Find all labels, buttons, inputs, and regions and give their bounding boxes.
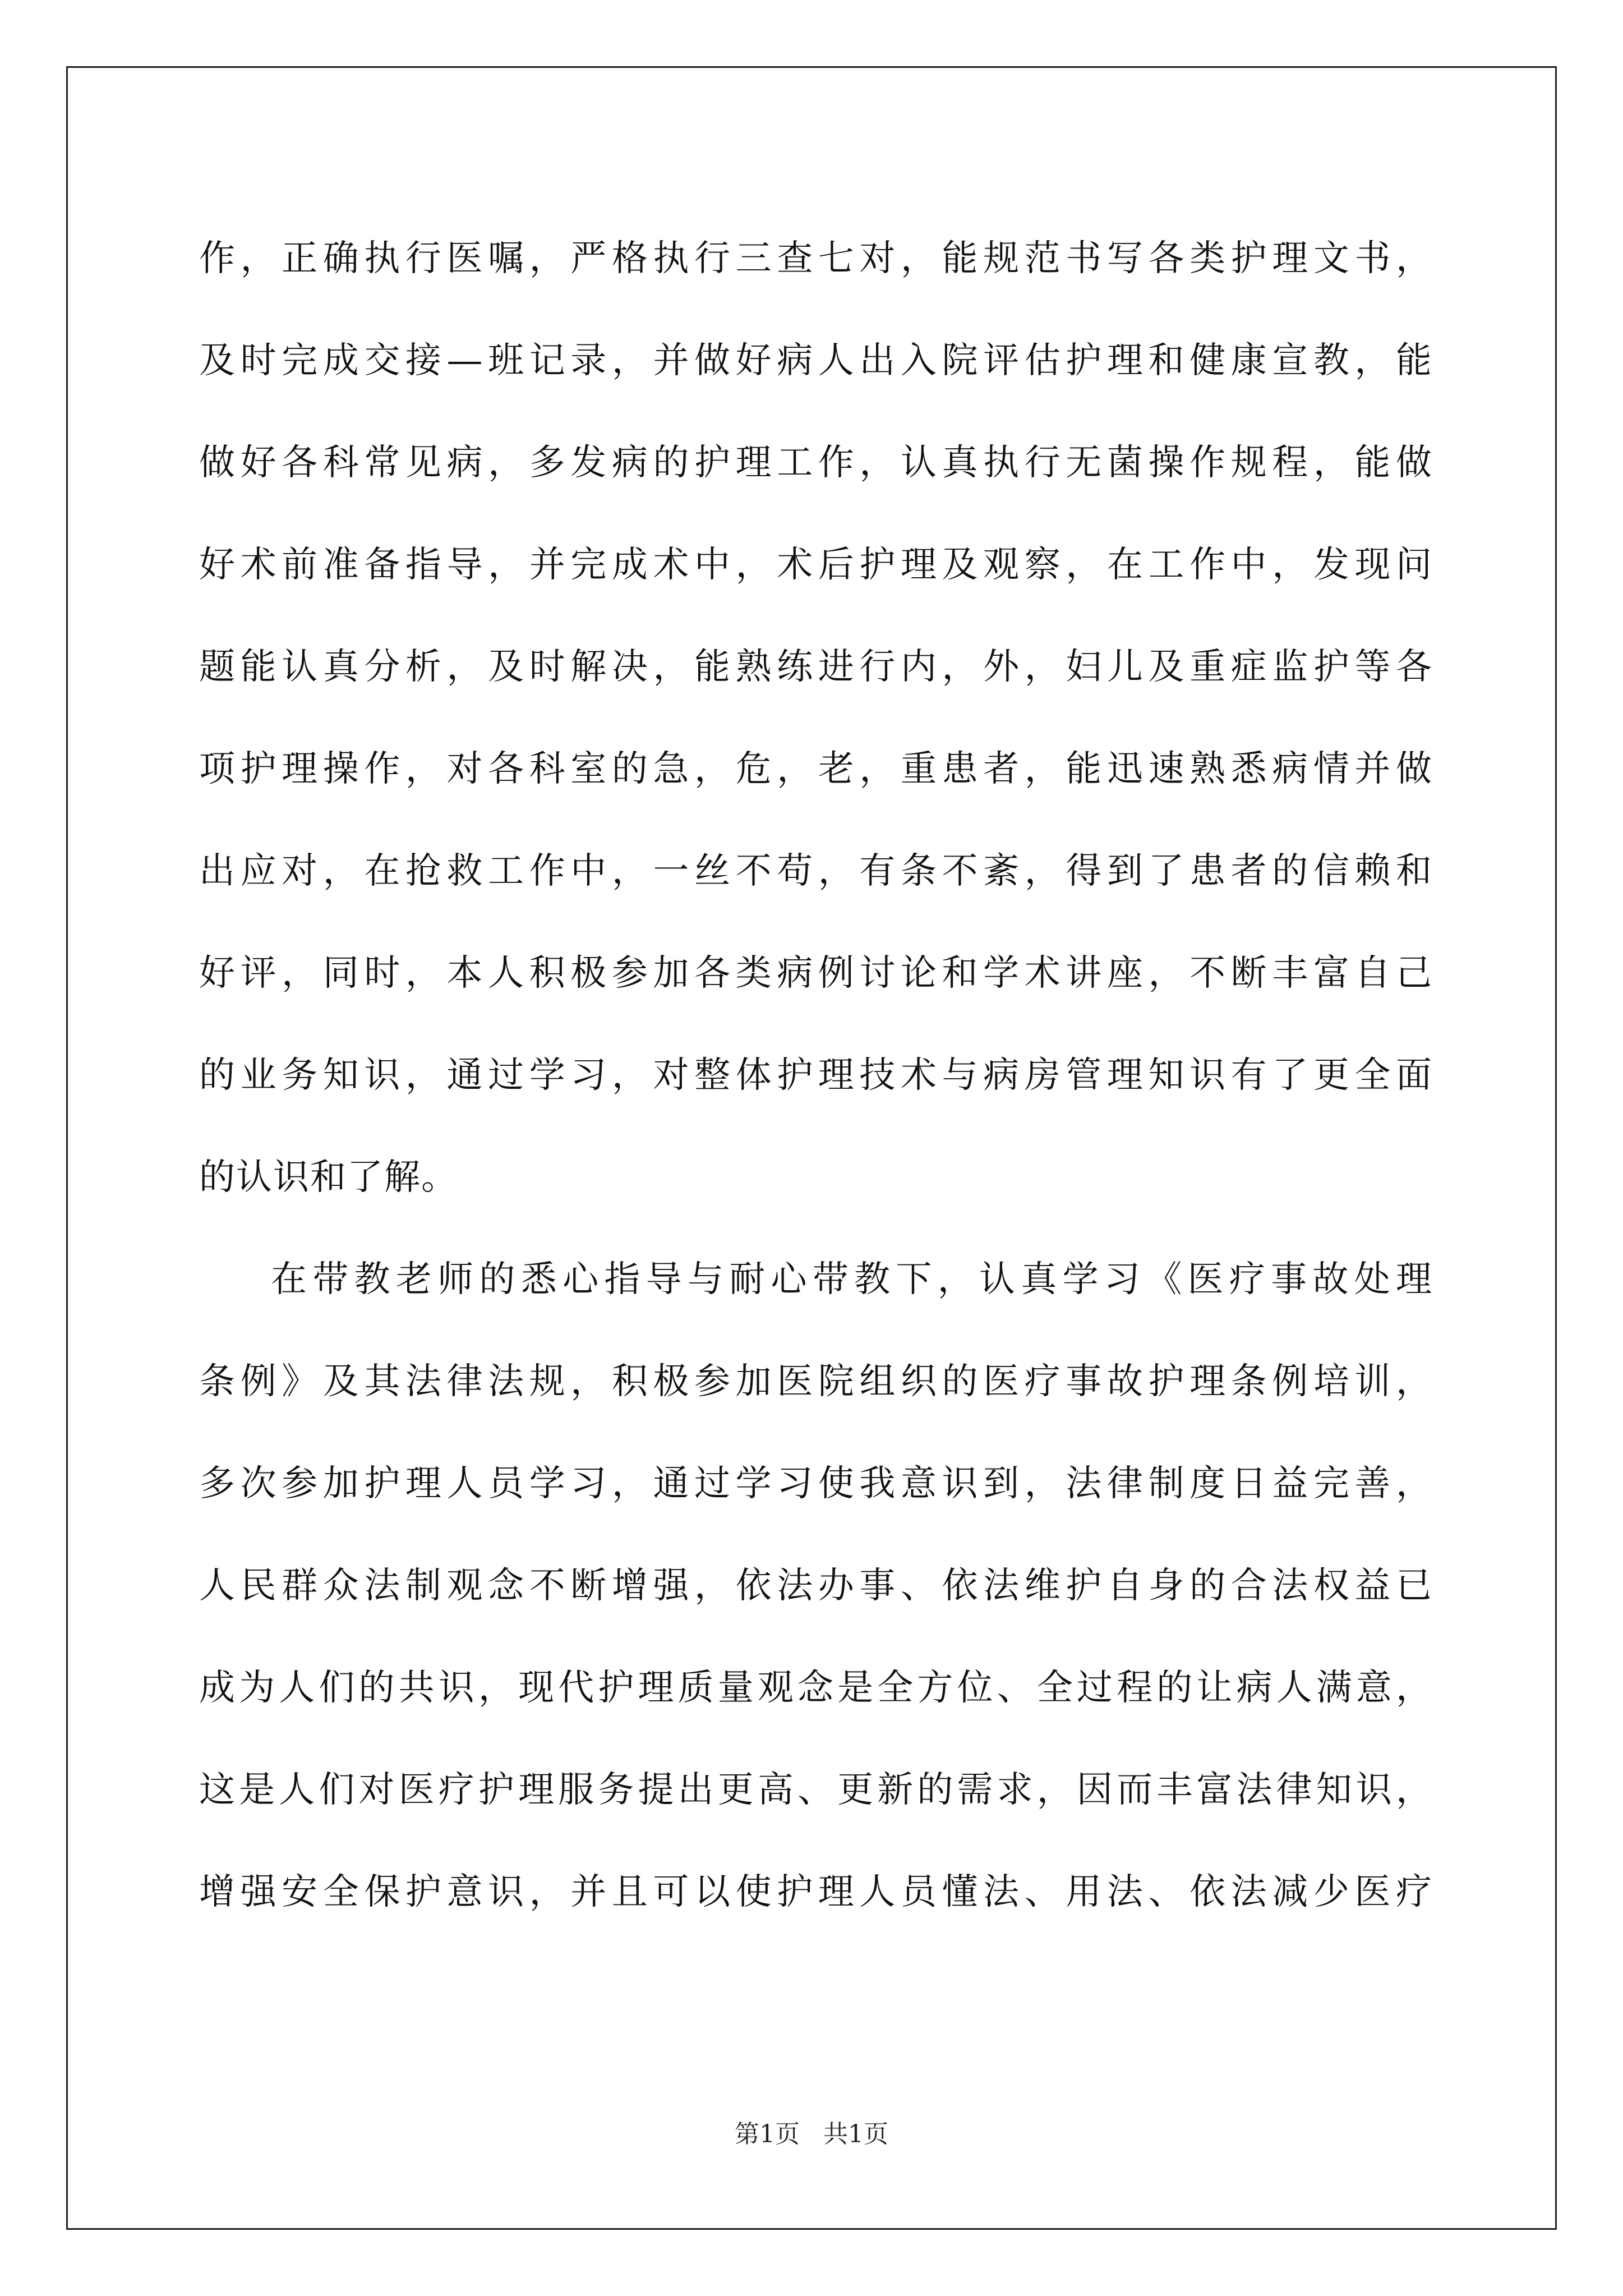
page-number: 第1页: [735, 2120, 800, 2148]
text-line: 题能认真分析，及时解决，能熟练进行内，外，妇儿及重症监护等各: [199, 646, 1433, 688]
page-total: 共1页: [823, 2120, 888, 2148]
document-body: [199, 208, 1433, 1943]
text-line: 的业务知识，通过学习，对整体护理技术与病房管理知识有了更全面: [199, 1055, 1433, 1096]
paragraph-1: [199, 208, 1433, 1228]
text-line: 好评，同时，本人积极参加各类病例讨论和学术讲座，不断丰富自己: [199, 953, 1433, 994]
paragraph-2: [199, 1228, 1433, 1943]
text-line-indented: 在带教老师的悉心指导与耐心带教下，认真学习《医疗事故处理: [271, 1259, 1433, 1300]
text-line: 人民群众法制观念不断增强，依法办事、依法维护自身的合法权益已: [199, 1565, 1433, 1607]
text-line: 条例》及其法律法规，积极参加医院组织的医疗事故护理条例培训，: [199, 1361, 1433, 1402]
text-line: 增强安全保护意识，并且可以使护理人员懂法、用法、依法减少医疗: [199, 1871, 1433, 1913]
text-line: 作，正确执行医嘱，严格执行三查七对，能规范书写各类护理文书，: [199, 238, 1433, 279]
text-line: 成为人们的共识，现代护理质量观念是全方位、全过程的让病人满意，: [199, 1667, 1433, 1709]
text-line: 项护理操作，对各科室的急，危，老，重患者，能迅速熟悉病情并做: [199, 748, 1433, 790]
text-line: 做好各科常见病，多发病的护理工作，认真执行无菌操作规程，能做: [199, 442, 1433, 484]
text-line: 多次参加护理人员学习，通过学习使我意识到，法律制度日益完善，: [199, 1463, 1433, 1504]
text-line: 的认识和了解。: [199, 1157, 458, 1198]
text-line: 这是人们对医疗护理服务提出更高、更新的需求，因而丰富法律知识，: [199, 1769, 1433, 1811]
page-footer: [0, 2114, 1623, 2150]
text-line: 及时完成交接—班记录，并做好病人出入院评估护理和健康宣教，能: [199, 340, 1433, 381]
text-line: 好术前准备指导，并完成术中，术后护理及观察，在工作中，发现问: [199, 544, 1433, 586]
text-line: 出应对，在抢救工作中，一丝不苟，有条不紊，得到了患者的信赖和: [199, 850, 1433, 892]
